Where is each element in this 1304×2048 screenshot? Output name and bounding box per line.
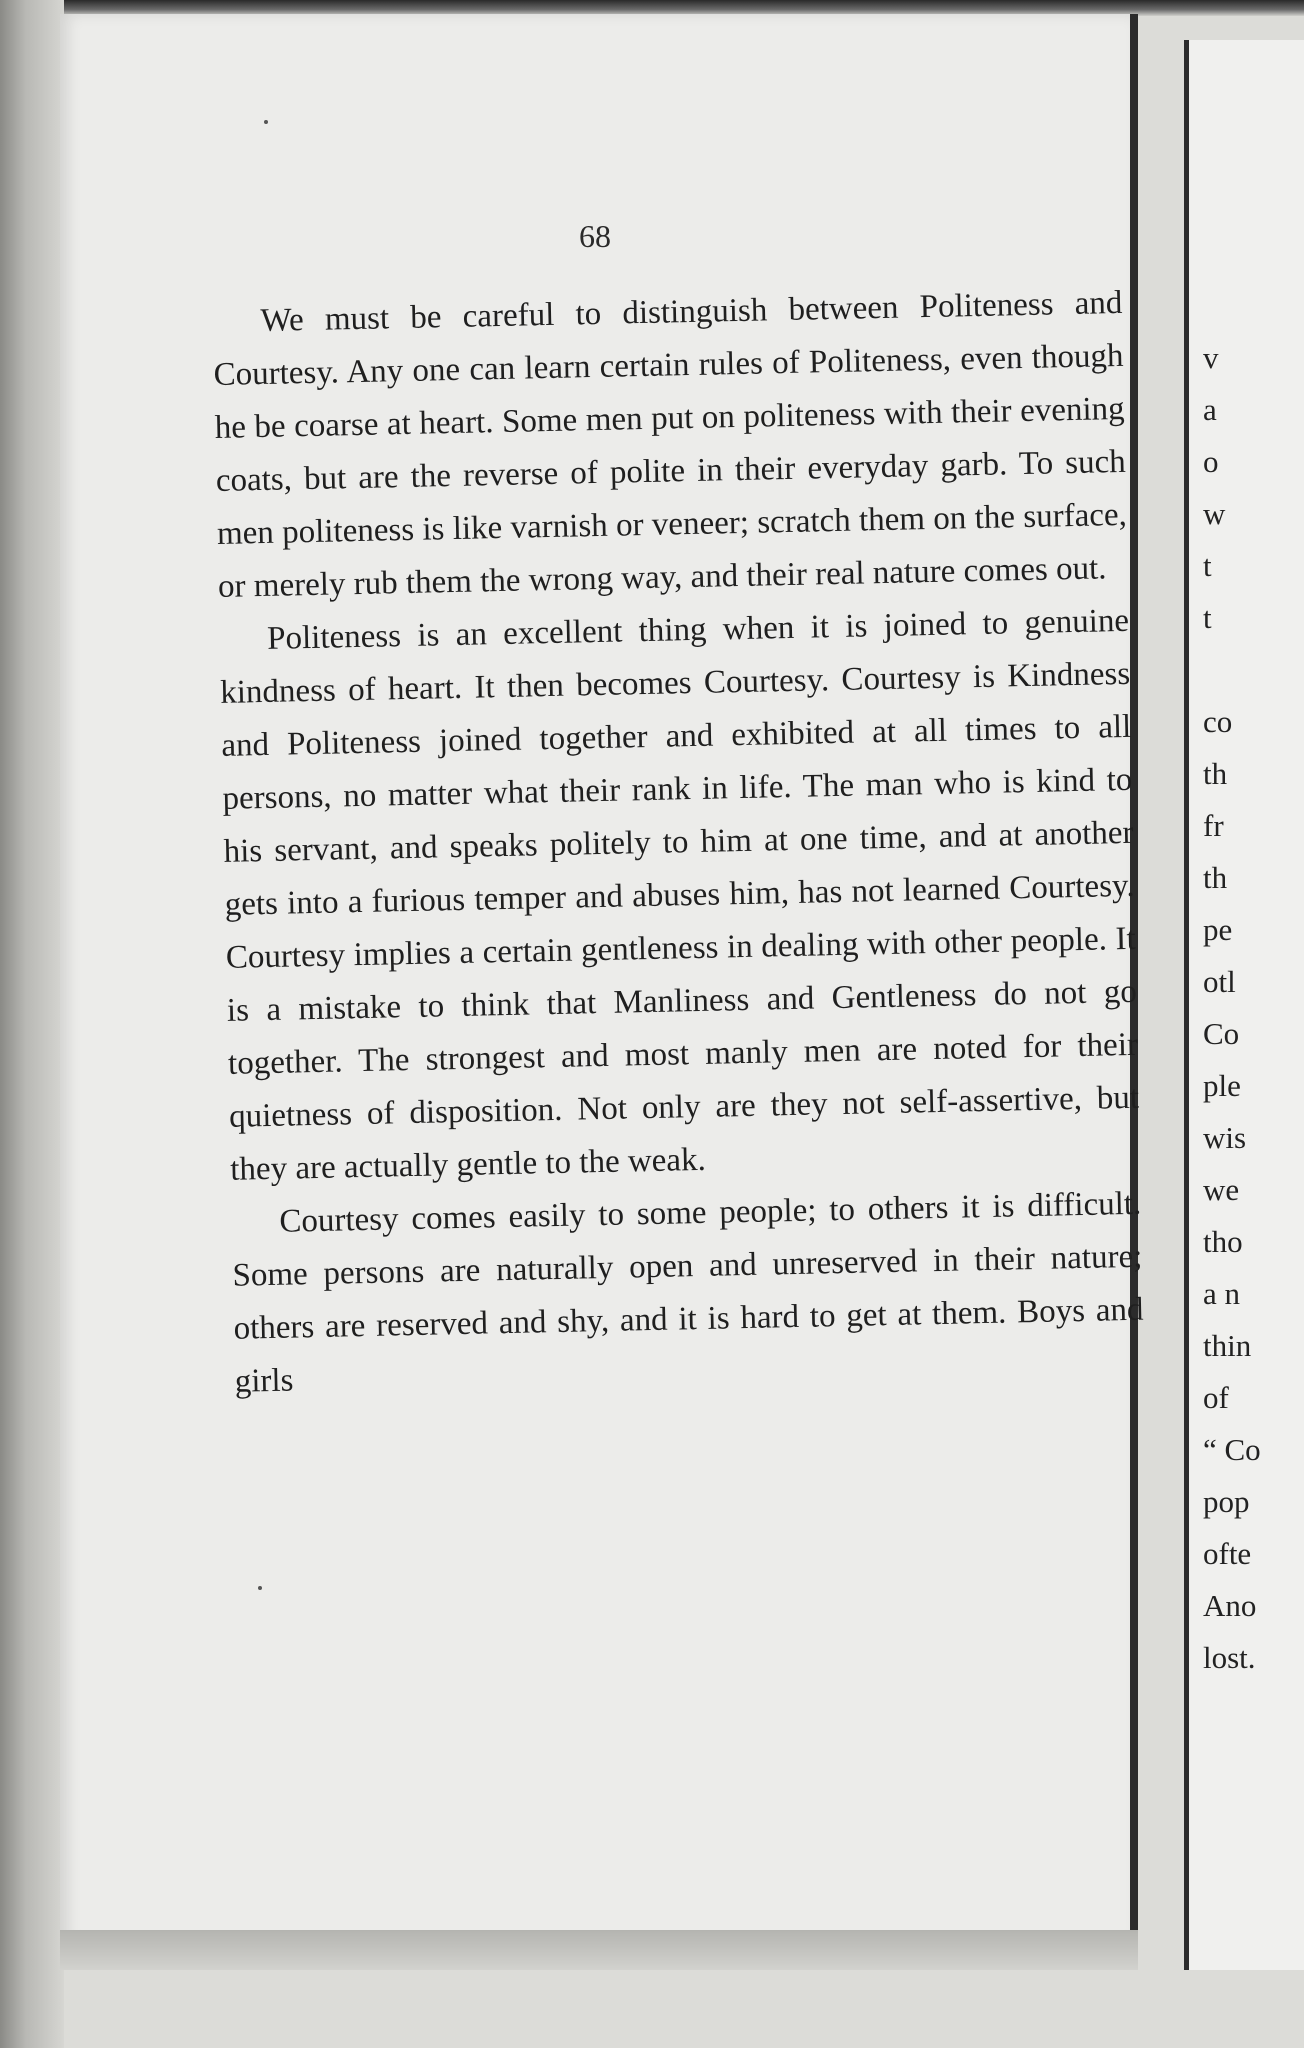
book-binding-edge xyxy=(0,0,64,2048)
body-text xyxy=(212,277,1145,1409)
neighbor-line: th xyxy=(1203,860,1228,895)
neighbor-line: ple xyxy=(1203,1068,1241,1103)
neighbor-line: lost. xyxy=(1203,1640,1256,1675)
neighbor-line: co xyxy=(1203,704,1233,739)
neighbor-line: ofte xyxy=(1203,1536,1252,1571)
paragraph-3: Courtesy comes easily to some people; to others it is difficult. Some persons are naturally open and unreserved in their nature; others are reserved and shy, and it is hard to get at them. Boys and girls xyxy=(232,1185,1144,1400)
neighbor-line: tho xyxy=(1203,1224,1243,1259)
page-bottom-shadow xyxy=(60,1930,1138,1970)
neighbor-line: v xyxy=(1203,340,1219,375)
neighbor-page-text xyxy=(1203,332,1304,1684)
neighbor-line: pop xyxy=(1203,1484,1250,1519)
neighbor-line: t xyxy=(1203,600,1212,635)
neighbor-line: t xyxy=(1203,548,1212,583)
neighbor-line: pe xyxy=(1203,912,1233,947)
neighbor-line: wis xyxy=(1203,1120,1247,1155)
neighbor-line: fr xyxy=(1203,808,1224,843)
speck-mark xyxy=(258,1586,262,1590)
neighbor-line: Ano xyxy=(1203,1588,1257,1623)
left-page xyxy=(60,14,1144,1944)
paragraph-1: We must be careful to distinguish between Politeness and Courtesy. Any one can learn certain rules of Politeness, even though he be coarse at heart. Some men put on politeness with their evening coats, but are the reverse of polite in their everyday garb. To such men politeness is like varnish or veneer; scratch them on the surface, or merely rub them the wrong way, and their real nature comes out. xyxy=(213,284,1128,605)
neighbor-line: “ Co xyxy=(1203,1432,1261,1467)
neighbor-line: thin xyxy=(1203,1328,1252,1363)
neighbor-line: we xyxy=(1203,1172,1240,1207)
paragraph-2: Politeness is an excellent thing when it is joined to genuine kindness of heart. It then becomes Courtesy. Courtesy is Kindness and Politeness joined together and exhibited at all times to all persons, no matter what their rank in life. The man who is kind to his servant, and speaks politely to him at one time, and at another gets into a furious temper and abuses him, has not learned Courtesy. Courtesy implies a certain gentleness in dealing with other people. It is a mistake to think that Manliness and Gentleness do not go together. The strongest and most manly men are noted for their quietness of disposition. Not only are they not self-assertive, but they are actually gentle to the weak. xyxy=(219,602,1140,1188)
neighbor-line: otl xyxy=(1203,964,1236,999)
neighbor-line: a n xyxy=(1203,1276,1241,1311)
neighbor-line: o xyxy=(1203,444,1219,479)
neighbor-line: w xyxy=(1203,496,1226,531)
neighbor-line: Co xyxy=(1203,1016,1240,1051)
right-page-fragment xyxy=(1184,40,1304,1970)
neighbor-line: th xyxy=(1203,756,1228,791)
speck-mark xyxy=(264,120,268,124)
page-number: 68 xyxy=(579,218,611,254)
neighbor-line: a xyxy=(1203,392,1217,427)
paragraph-gap xyxy=(1203,644,1304,696)
neighbor-line: of xyxy=(1203,1380,1229,1415)
